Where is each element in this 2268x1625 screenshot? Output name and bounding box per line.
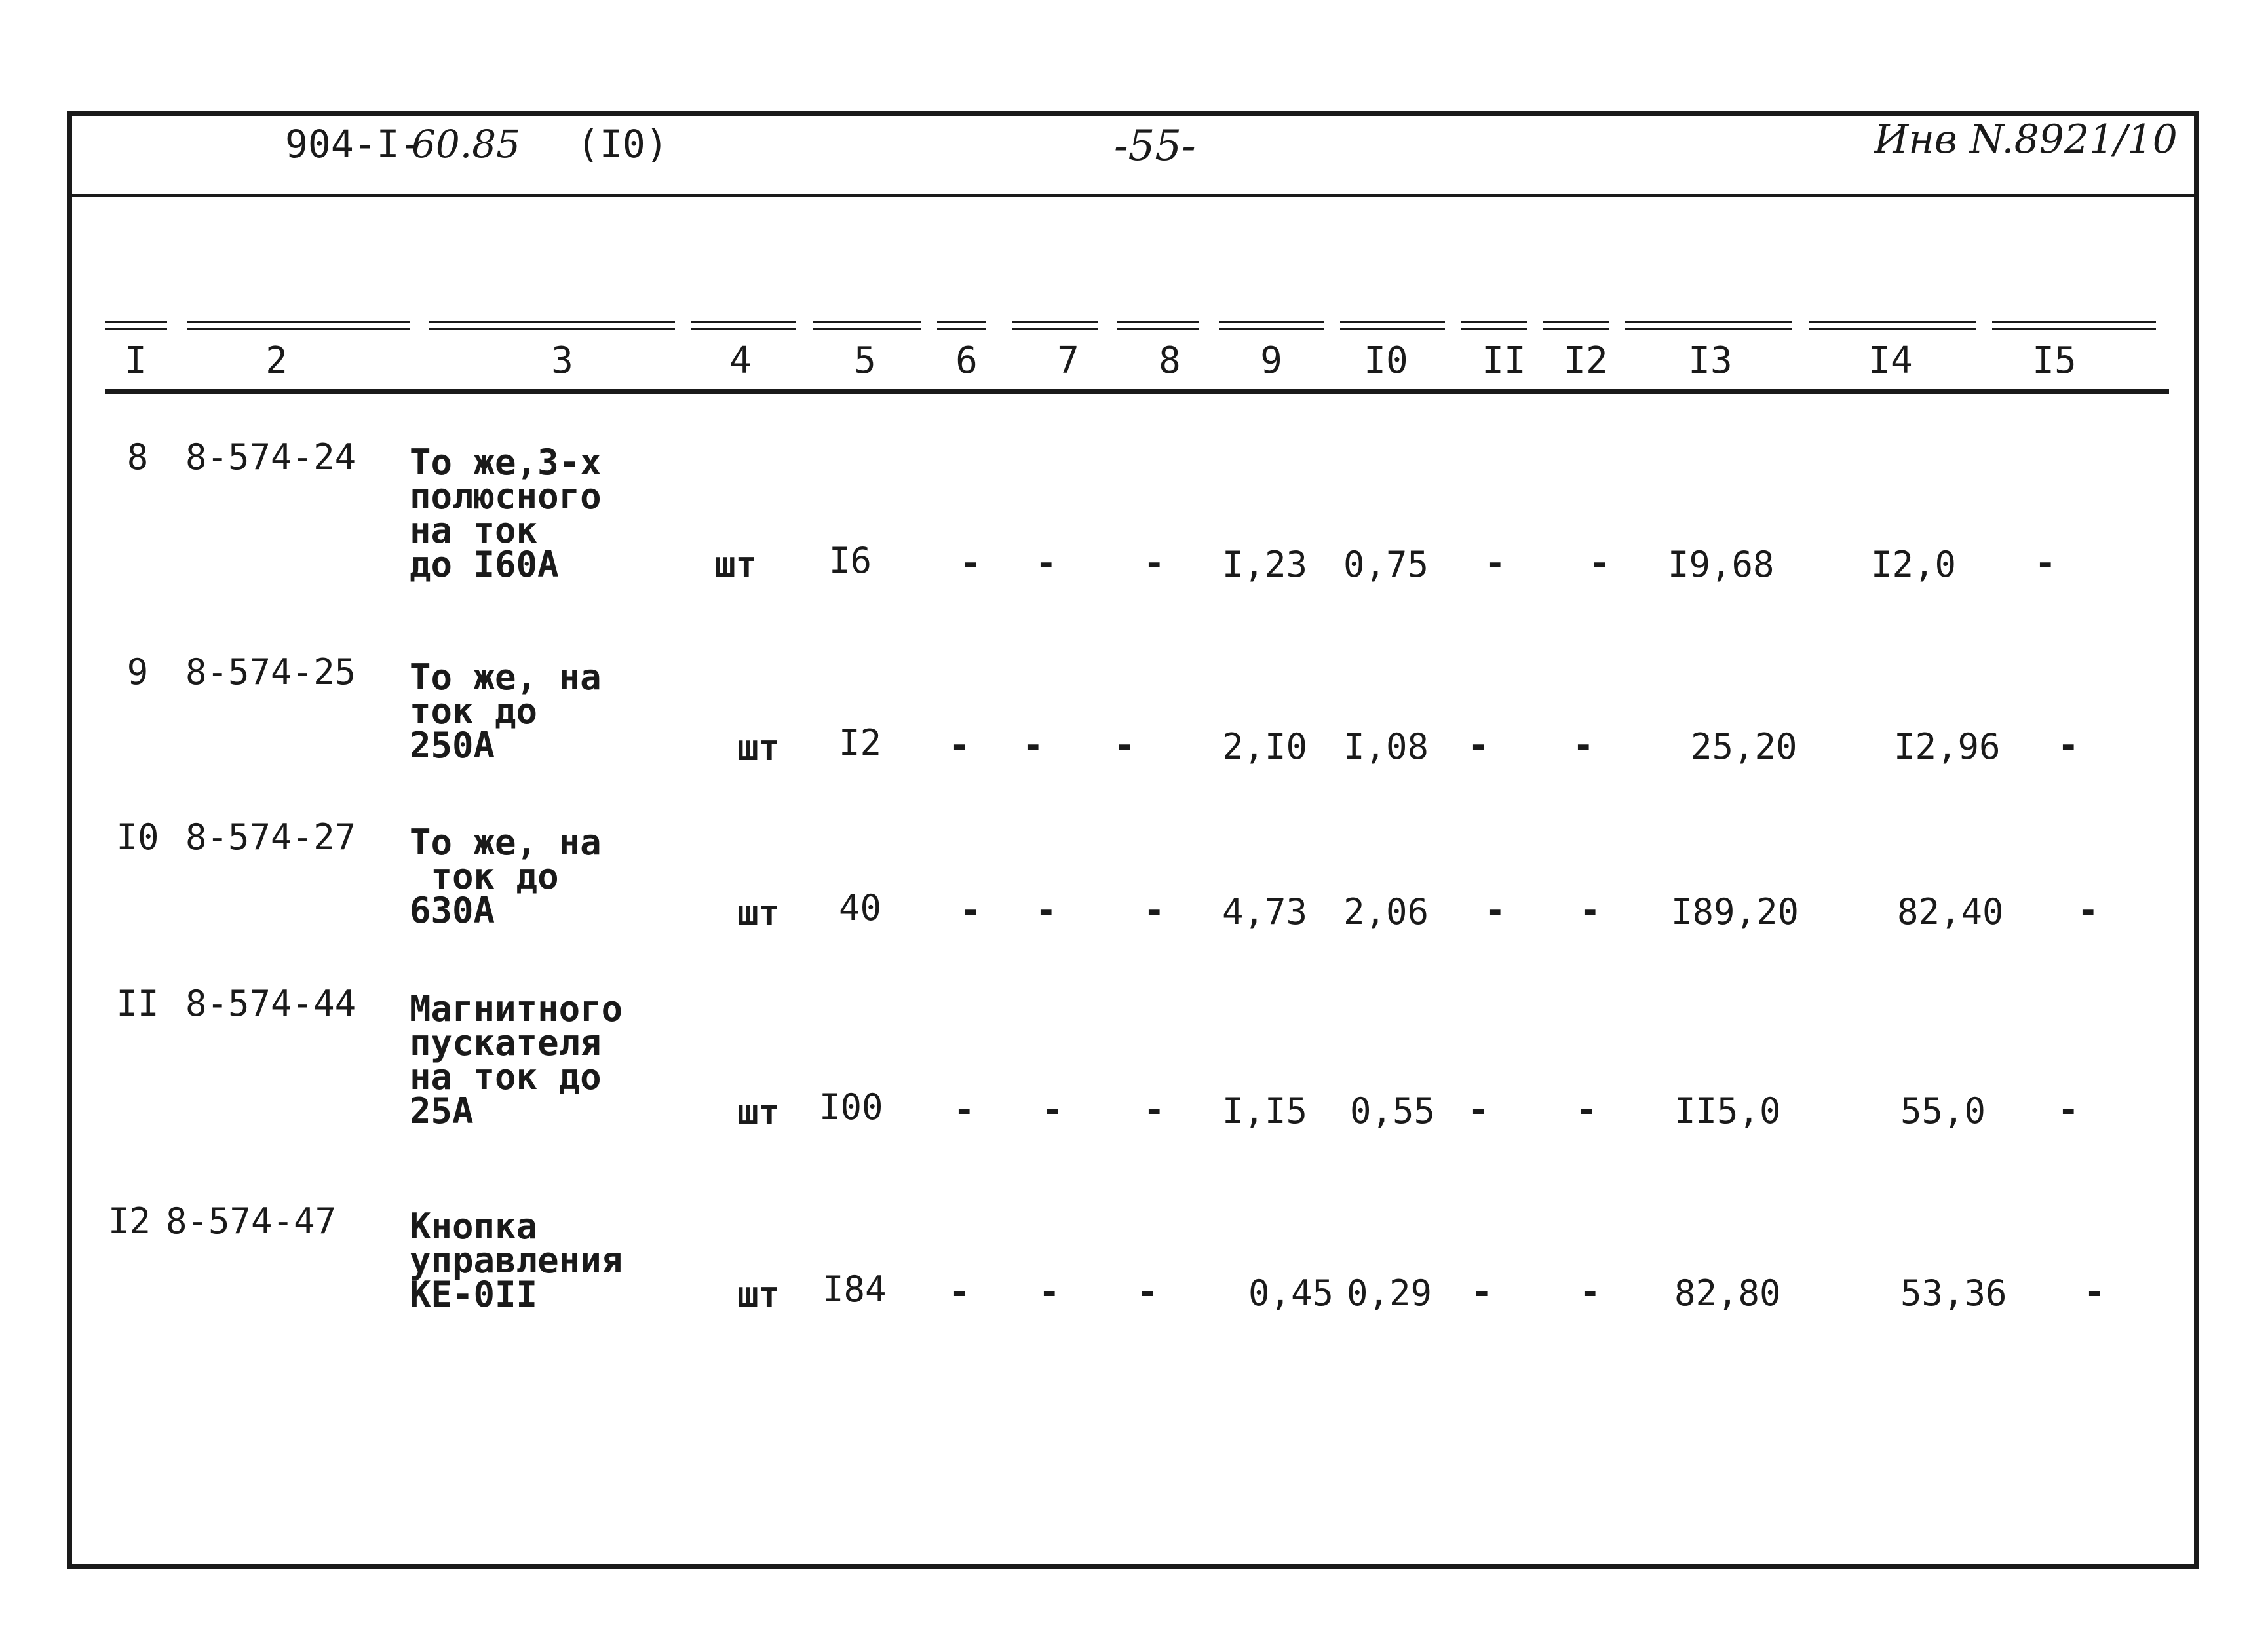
row-col6: -: [960, 890, 982, 931]
header-rule-c8: [1117, 321, 1199, 330]
column-header: 7: [1057, 339, 1079, 382]
column-header: I5: [2032, 339, 2077, 382]
row-description-line: КЕ-0II: [410, 1274, 538, 1315]
row-quantity: 40: [839, 887, 882, 928]
row-code: 8-574-27: [185, 816, 356, 858]
column-header: I2: [1564, 339, 1608, 382]
row-col13: I89,20: [1671, 891, 1799, 932]
row-description-line: ток до: [410, 856, 559, 897]
row-number: II: [116, 983, 159, 1024]
row-col12: -: [1579, 890, 1601, 931]
row-number: 9: [126, 651, 149, 693]
row-col8: -: [1144, 890, 1165, 931]
row-col6: -: [949, 725, 971, 766]
row-col14: I2,0: [1871, 544, 1957, 585]
header-rule: [67, 194, 2199, 197]
row-col15: -: [2058, 725, 2079, 766]
column-header: 9: [1260, 339, 1282, 382]
row-col13: I9,68: [1668, 544, 1775, 585]
row-description-line: Магнитного: [410, 988, 623, 1029]
row-col7: -: [1035, 543, 1057, 584]
row-col7: -: [1042, 1089, 1064, 1130]
row-description-line: полюсного: [410, 476, 602, 517]
row-col12: -: [1576, 1089, 1598, 1130]
row-col15: -: [2058, 1089, 2079, 1130]
row-unit: шт: [737, 1092, 780, 1133]
header-rule-c1: [105, 321, 167, 330]
row-col8: -: [1114, 725, 1136, 766]
row-col12: -: [1573, 725, 1594, 766]
row-col6: -: [949, 1271, 971, 1312]
row-col14: I2,96: [1894, 726, 2001, 767]
row-col15: -: [2035, 543, 2056, 584]
document-code-handwritten: 60.85: [412, 122, 521, 166]
row-quantity: I6: [829, 540, 872, 581]
header-rule-c4: [691, 321, 796, 330]
row-number: I0: [116, 816, 159, 858]
header-rule-c5: [813, 321, 921, 330]
row-col7: -: [1039, 1271, 1060, 1312]
row-col10: 2,06: [1343, 891, 1429, 932]
header-rule-c3: [429, 321, 675, 330]
row-col10: 0,29: [1347, 1272, 1432, 1314]
column-header: II: [1482, 339, 1526, 382]
header-rule-c13: [1625, 321, 1792, 330]
row-unit: шт: [737, 727, 780, 769]
row-col11: -: [1484, 543, 1506, 584]
row-description-line: Кнопка: [410, 1206, 538, 1247]
header-rule-c12: [1543, 321, 1609, 330]
row-col15: -: [2077, 890, 2099, 931]
column-header: 2: [265, 339, 288, 382]
document-code-prefix: 904-I-: [285, 122, 423, 166]
row-description-line: 25А: [410, 1090, 474, 1132]
row-description-line: управления: [410, 1240, 623, 1281]
row-quantity: I00: [819, 1086, 883, 1128]
row-col10: 0,55: [1350, 1090, 1436, 1132]
row-col9: 4,73: [1222, 891, 1308, 932]
header-rule-c14: [1809, 321, 1976, 330]
row-description-line: на ток до: [410, 1056, 602, 1098]
row-col12: -: [1589, 543, 1611, 584]
row-col14: 82,40: [1897, 891, 2004, 932]
row-description-line: 250А: [410, 725, 495, 766]
header-rule-c11: [1461, 321, 1527, 330]
page-number: -55-: [1114, 122, 1196, 170]
row-unit: шт: [714, 544, 758, 585]
row-col9: 2,I0: [1222, 726, 1308, 767]
row-col11: -: [1468, 1089, 1490, 1130]
column-header: 8: [1159, 339, 1181, 382]
row-description-line: То же,3-х: [410, 442, 602, 483]
column-header: I3: [1688, 339, 1733, 382]
row-col9: I,I5: [1222, 1090, 1308, 1132]
row-quantity: I2: [839, 722, 882, 763]
row-col14: 53,36: [1900, 1272, 2007, 1314]
row-col11: -: [1471, 1271, 1493, 1312]
column-header: 4: [729, 339, 752, 382]
row-col6: -: [953, 1089, 975, 1130]
column-header: 3: [551, 339, 573, 382]
row-col13: II5,0: [1674, 1090, 1781, 1132]
row-unit: шт: [737, 1274, 780, 1315]
column-header: 6: [955, 339, 978, 382]
row-description-line: пускателя: [410, 1022, 602, 1063]
row-description-line: до I60А: [410, 544, 559, 585]
row-col14: 55,0: [1900, 1090, 1986, 1132]
row-code: 8-574-47: [166, 1200, 337, 1242]
row-number: 8: [126, 436, 149, 478]
header-rule-c9: [1219, 321, 1324, 330]
row-col8: -: [1144, 1089, 1165, 1130]
inventory-number: Инв N.8921/10: [1874, 117, 2178, 162]
row-col9: I,23: [1222, 544, 1308, 585]
row-description-line: То же, на: [410, 822, 602, 863]
row-col15: -: [2084, 1271, 2105, 1312]
row-description-line: ток до: [410, 691, 538, 732]
row-col8: -: [1137, 1271, 1159, 1312]
row-unit: шт: [737, 892, 780, 934]
header-rule-c10: [1340, 321, 1445, 330]
column-header: I0: [1364, 339, 1408, 382]
row-quantity: I84: [822, 1269, 887, 1310]
row-col11: -: [1468, 725, 1490, 766]
row-col10: I,08: [1343, 726, 1429, 767]
row-code: 8-574-44: [185, 983, 356, 1024]
row-number: I2: [108, 1200, 151, 1242]
row-col7: -: [1035, 890, 1057, 931]
row-col9: 0,45: [1248, 1272, 1334, 1314]
row-col7: -: [1022, 725, 1044, 766]
column-header: I4: [1868, 339, 1913, 382]
row-col12: -: [1579, 1271, 1601, 1312]
row-col11: -: [1484, 890, 1506, 931]
row-description-line: То же, на: [410, 657, 602, 698]
header-bottom-rule: [105, 389, 2169, 394]
header-rule-c6: [937, 321, 986, 330]
row-description-line: на ток: [410, 510, 538, 551]
row-code: 8-574-25: [185, 651, 356, 693]
row-col8: -: [1144, 543, 1165, 584]
column-header: 5: [854, 339, 876, 382]
row-col6: -: [960, 543, 982, 584]
row-col10: 0,75: [1343, 544, 1429, 585]
row-code: 8-574-24: [185, 436, 356, 478]
header-rule-c7: [1012, 321, 1098, 330]
header-rule-c2: [187, 321, 410, 330]
document-code-suffix: (I0): [577, 122, 668, 166]
row-col13: 82,80: [1674, 1272, 1781, 1314]
row-col13: 25,20: [1691, 726, 1797, 767]
row-description-line: 630А: [410, 890, 495, 931]
header-rule-c15: [1992, 321, 2156, 330]
column-header: I: [125, 339, 147, 382]
